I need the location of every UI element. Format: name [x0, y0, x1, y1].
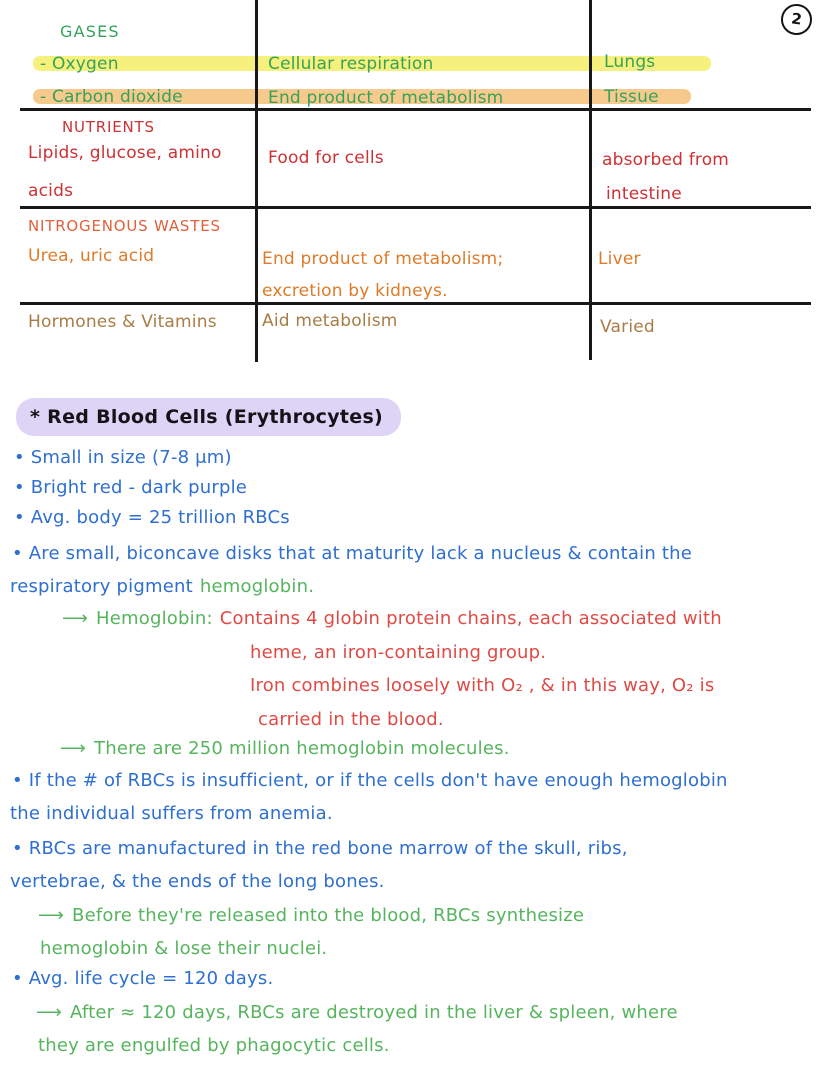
arrow-icon: ⟶	[38, 905, 65, 926]
table-header-wastes: NITROGENOUS WASTES	[28, 217, 221, 235]
cell-hormones-substance: Hormones & Vitamins	[28, 312, 217, 332]
note-released-1	[38, 905, 584, 926]
cell-nutrients-function: Food for cells	[268, 148, 384, 168]
cell-co2-location: Tissue	[604, 87, 659, 107]
cell-co2-function: End product of metabolism	[268, 88, 504, 108]
hemoglobin-label: Hemoglobin:	[96, 608, 213, 629]
arrow-icon: ⟶	[36, 1002, 63, 1023]
table-vertical-line-1	[255, 0, 258, 362]
note-hb-count	[60, 738, 510, 759]
hemoglobin-def-text: Contains 4 globin protein chains, each associated with	[219, 608, 722, 629]
cell-nutrients-substance-1: Lipids, glucose, amino	[28, 143, 222, 163]
cell-oxygen-function: Cellular respiration	[268, 54, 434, 74]
note-marrow-1: • RBCs are manufactured in the red bone marrow of the skull, ribs,	[12, 838, 628, 859]
note-biconcave-1: • Are small, biconcave disks that at maturity lack a nucleus & contain the	[12, 543, 692, 564]
note-iron-line: Iron combines loosely with O₂ , & in this way, O₂ is	[250, 675, 715, 696]
note-biconcave-2-green: hemoglobin.	[199, 576, 315, 597]
table-header-nutrients: NUTRIENTS	[62, 118, 155, 136]
arrow-icon: ⟶	[62, 608, 89, 629]
note-biconcave-2-blue: respiratory pigment	[10, 576, 193, 597]
note-anemia-1: • If the # of RBCs is insufficient, or if the cells don't have enough hemoglobin	[12, 770, 728, 791]
cell-wastes-function-2: excretion by kidneys.	[262, 281, 448, 301]
cell-nutrients-substance-2: acids	[28, 181, 74, 201]
table-horizontal-line-3	[20, 302, 811, 305]
note-anemia-2: the individual suffers from anemia.	[10, 803, 333, 824]
cell-wastes-location: Liver	[598, 249, 641, 269]
arrow-icon: ⟶	[60, 738, 87, 759]
cell-hormones-location: Varied	[600, 317, 655, 337]
cell-nutrients-location-1: absorbed from	[602, 150, 730, 170]
cell-oxygen-location: Lungs	[604, 52, 656, 72]
page-number-badge: 2	[779, 2, 814, 37]
note-heme-line: heme, an iron-containing group.	[250, 642, 547, 663]
table-header-gases: GASES	[60, 22, 120, 41]
cell-hormones-function: Aid metabolism	[262, 311, 398, 331]
note-released-2: hemoglobin & lose their nuclei.	[40, 938, 328, 959]
destroyed-1-text: After ≈ 120 days, RBCs are destroyed in the liver & spleen, where	[70, 1002, 678, 1023]
section-heading-rbc: * Red Blood Cells (Erythrocytes)	[16, 398, 401, 436]
note-biconcave-2	[10, 576, 314, 597]
note-color-range: • Bright red - dark purple	[14, 477, 248, 498]
cell-oxygen-substance: - Oxygen	[40, 54, 119, 74]
cell-co2-substance: - Carbon dioxide	[40, 87, 183, 107]
released-1-text: Before they're released into the blood, RBCs synthesize	[72, 905, 585, 926]
note-avg-body: • Avg. body = 25 trillion RBCs	[14, 507, 290, 528]
cell-nutrients-location-2: intestine	[606, 184, 682, 204]
note-marrow-2: vertebrae, & the ends of the long bones.	[10, 871, 385, 892]
hb-count-text: There are 250 million hemoglobin molecules.	[94, 738, 510, 759]
cell-wastes-substance: Urea, uric acid	[28, 246, 155, 266]
note-carried-line: carried in the blood.	[258, 709, 444, 730]
table-horizontal-line-2	[20, 206, 811, 209]
table-vertical-line-2	[589, 0, 592, 360]
cell-wastes-function-1: End product of metabolism;	[262, 249, 504, 269]
note-small-size: • Small in size (7-8 μm)	[14, 447, 232, 468]
note-hemoglobin-def	[62, 608, 722, 629]
table-horizontal-line-1	[20, 108, 811, 111]
note-life-cycle: • Avg. life cycle = 120 days.	[12, 968, 274, 989]
note-destroyed-1	[36, 1002, 678, 1023]
note-destroyed-2: they are engulfed by phagocytic cells.	[38, 1035, 390, 1056]
